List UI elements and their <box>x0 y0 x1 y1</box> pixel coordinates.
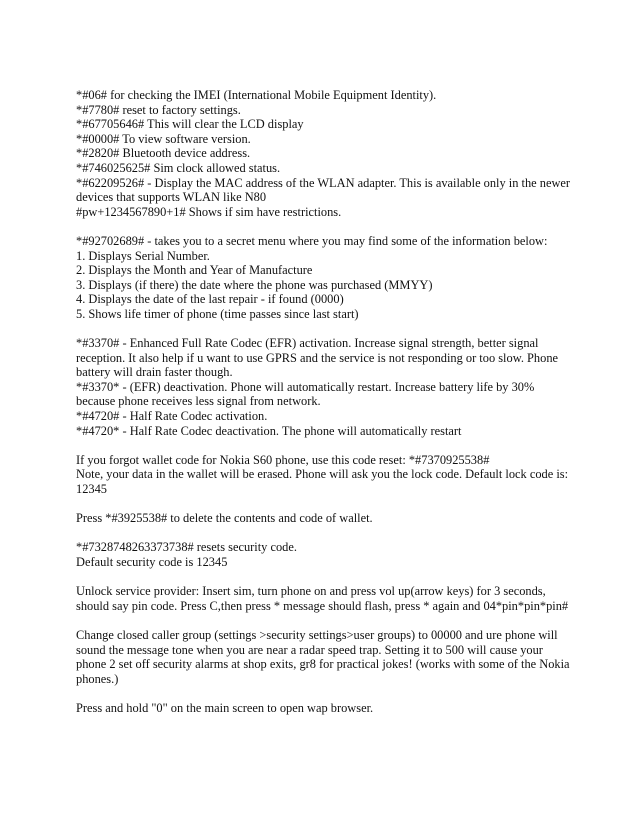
paragraph-wallet-delete <box>76 511 576 526</box>
text-line: Change closed caller group (settings >security settings>user groups) to 00000 and ure phone will sound the message tone when you are near a radar speed trap. Setting it to 500 will cause your phone 2 set off security alarms at shop exits, gr8 for practical jokes! (works with some of the Nokia phones.) <box>76 627 570 686</box>
paragraph-codes-basic <box>76 88 576 219</box>
text-line: *#4720# - Half Rate Codec activation. <box>76 409 268 424</box>
paragraph-secret-menu <box>76 234 576 322</box>
list-item: 1. Displays Serial Number. <box>76 248 210 263</box>
text-line: *#7780# reset to factory settings. <box>76 102 241 117</box>
text-line: *#7328748263373738# resets security code. <box>76 540 297 555</box>
text-line: *#67705646# This will clear the LCD display <box>76 117 304 132</box>
text-line: *#4720* - Half Rate Codec deactivation. The phone will automatically restart <box>76 423 462 438</box>
list-item: 2. Displays the Month and Year of Manufacture <box>76 263 313 278</box>
paragraph-unlock-provider <box>76 584 576 613</box>
paragraph-codec <box>76 336 576 438</box>
text-line: *#06# for checking the IMEI (International Mobile Equipment Identity). <box>76 88 437 102</box>
paragraph-caller-group <box>76 628 576 686</box>
text-line: Press and hold "0" on the main screen to open wap browser. <box>76 700 374 715</box>
text-line: *#0000# To view software version. <box>76 131 251 146</box>
paragraph-wap-browser <box>76 701 576 716</box>
paragraph-wallet-reset <box>76 453 576 497</box>
text-line: *#746025625# Sim clock allowed status. <box>76 160 281 175</box>
document-page <box>76 88 576 730</box>
text-line: Default security code is 12345 <box>76 555 228 569</box>
text-line: #pw+1234567890+1# Shows if sim have restrictions. <box>76 204 342 219</box>
text-line: *#3370* - (EFR) deactivation. Phone will automatically restart. Increase battery life by 30% because phone receives less signal from network. <box>76 379 535 409</box>
paragraph-security-code <box>76 540 576 569</box>
list-item: 5. Shows life timer of phone (time passes since last start) <box>76 306 359 321</box>
text-line: Note, your data in the wallet will be erased. Phone will ask you the lock code. Default lock code is: 12345 <box>76 467 569 497</box>
text-line: *#2820# Bluetooth device address. <box>76 146 251 161</box>
list-item: 4. Displays the date of the last repair - if found (0000) <box>76 292 344 307</box>
text-line: *#62209526# - Display the MAC address of the WLAN adapter. This is available only in the newer devices that supports WLAN like N80 <box>76 175 571 205</box>
text-line: Unlock service provider: Insert sim, turn phone on and press vol up(arrow keys) for 3 seconds, should say pin code. Press C,then press * message should flash, press * again and 04*pin*pin*pin# <box>76 584 569 613</box>
text-line: If you forgot wallet code for Nokia S60 phone, use this code reset: *#7370925538# <box>76 452 490 467</box>
text-line: *#92702689# - takes you to a secret menu where you may find some of the information below: <box>76 233 548 248</box>
text-line: *#3370# - Enhanced Full Rate Codec (EFR) activation. Increase signal strength, better signal reception. It also help if u want to use GPRS and the service is not responding or too slow. Phone battery will drain faster though. <box>76 336 559 380</box>
list-item: 3. Displays (if there) the date where the phone was purchased (MMYY) <box>76 277 433 292</box>
text-line: Press *#3925538# to delete the contents and code of wallet. <box>76 511 373 526</box>
